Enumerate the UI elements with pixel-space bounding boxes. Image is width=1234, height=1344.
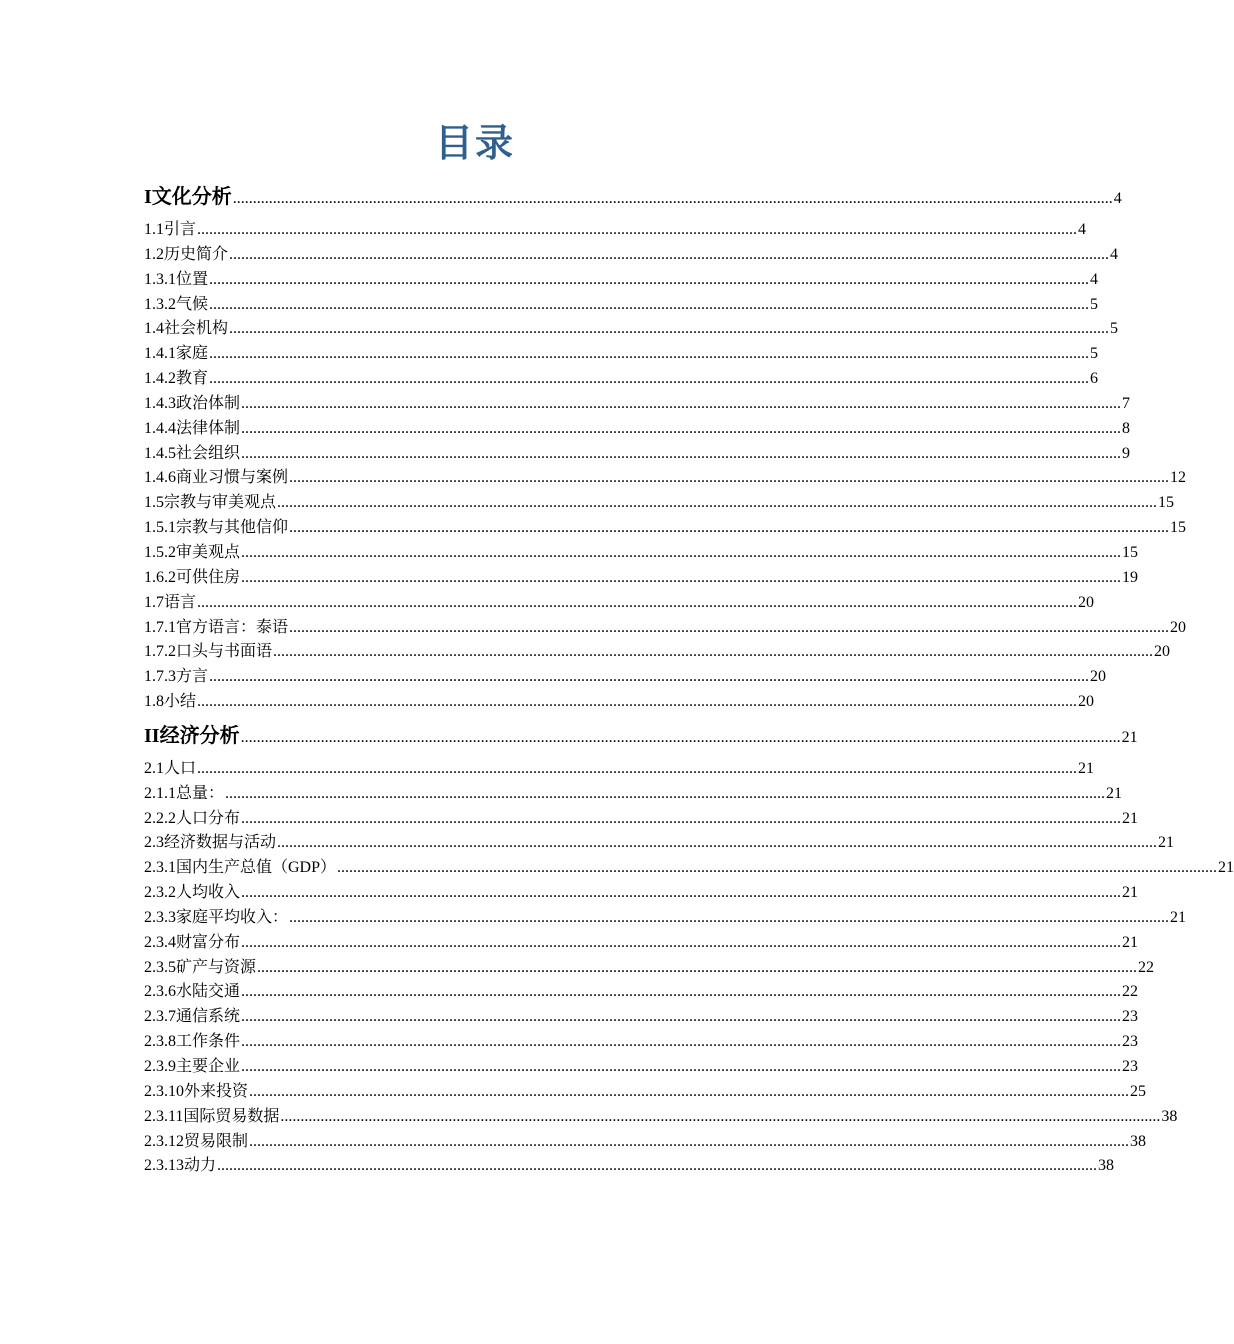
dot-leader: ............................................................................................................................................................................................................................: [225, 784, 1106, 802]
entry-number: 1.8: [144, 693, 164, 711]
entry-page-number: 21: [1078, 759, 1095, 777]
entry-page-number: 20: [1170, 618, 1187, 636]
entry-label: 方言: [176, 668, 209, 686]
entry-label: 可供住房: [176, 568, 241, 586]
entry-label: 家庭: [176, 345, 209, 363]
toc-entry[interactable]: [144, 218, 1087, 243]
toc-entry[interactable]: [144, 367, 1099, 392]
entry-page-number: 9: [1122, 444, 1131, 462]
toc-entry[interactable]: [144, 392, 1131, 417]
entry-page-number: 21: [1122, 809, 1139, 827]
toc-section-heading[interactable]: [144, 721, 1138, 751]
dot-leader: ............................................................................................................................................................................................................................: [229, 320, 1110, 338]
entry-number: 1.7: [144, 593, 164, 611]
dot-leader: ............................................................................................................................................................................................................................: [241, 983, 1122, 1001]
entry-number: 1.4.1: [144, 345, 176, 363]
toc-entry[interactable]: [144, 1154, 1115, 1179]
entry-page-number: 4: [1078, 221, 1087, 238]
section-number: II: [144, 724, 160, 747]
toc-entry[interactable]: [144, 616, 1187, 641]
dot-leader: ............................................................................................................................................................................................................................: [241, 419, 1122, 437]
toc-entry[interactable]: [144, 466, 1187, 491]
entry-label: 官方语言：泰语: [176, 618, 289, 636]
toc-entry[interactable]: [144, 1080, 1147, 1105]
toc-entry[interactable]: [144, 807, 1139, 832]
entry-number: 1.7.1: [144, 618, 176, 636]
entry-page-number: 20: [1078, 693, 1095, 711]
entry-label: 商业习惯与案例: [176, 469, 289, 487]
toc-entry[interactable]: [144, 782, 1123, 807]
entry-number: 2.3: [144, 834, 164, 852]
dot-leader: ............................................................................................................................................................................................................................: [289, 469, 1170, 487]
section-page-number: 4: [1113, 190, 1122, 207]
toc-entry[interactable]: [144, 831, 1175, 856]
entry-number: 2.3.9: [144, 1058, 176, 1075]
entry-label: 财富分布: [176, 933, 241, 951]
toc-entry[interactable]: [144, 906, 1187, 931]
dot-leader: ............................................................................................................................................................................................................................: [241, 933, 1122, 951]
entry-page-number: 15: [1170, 519, 1187, 537]
entry-label: 经济数据与活动: [164, 834, 277, 852]
dot-leader: ............................................................................................................................................................................................................................: [197, 693, 1078, 711]
dot-leader: ............................................................................................................................................................................................................................: [337, 859, 1218, 877]
entry-page-number: 5: [1090, 295, 1099, 313]
toc-entry[interactable]: [144, 690, 1095, 715]
toc-entry[interactable]: [144, 757, 1095, 782]
entry-page-number: 23: [1122, 1058, 1139, 1075]
entry-number: 1.5.1: [144, 519, 176, 537]
entry-number: 2.1.1: [144, 784, 176, 802]
toc-entry[interactable]: [144, 268, 1099, 293]
entry-label: 引言: [164, 221, 197, 238]
dot-leader: ............................................................................................................................................................................................................................: [280, 1107, 1161, 1125]
entry-label: 工作条件: [176, 1033, 241, 1051]
toc-entry[interactable]: [144, 931, 1139, 956]
entry-number: 1.3.1: [144, 270, 176, 288]
toc-entry[interactable]: [144, 293, 1099, 318]
toc-entry[interactable]: [144, 956, 1155, 981]
entry-page-number: 19: [1122, 568, 1139, 586]
section-label: 经济分析: [159, 724, 240, 747]
entry-number: 2.3.7: [144, 1008, 176, 1026]
toc-entry[interactable]: [144, 541, 1139, 566]
entry-page-number: 7: [1122, 394, 1131, 412]
dot-leader: ............................................................................................................................................................................................................................: [289, 519, 1170, 537]
entry-page-number: 38: [1098, 1157, 1115, 1175]
dot-leader: ............................................................................................................................................................................................................................: [277, 494, 1158, 512]
entry-page-number: 20: [1090, 668, 1107, 686]
entry-label: 贸易限制: [184, 1132, 249, 1150]
section-page-number: 21: [1121, 728, 1138, 746]
dot-leader: ............................................................................................................................................................................................................................: [232, 190, 1113, 207]
dot-leader: ............................................................................................................................................................................................................................: [241, 1033, 1122, 1051]
entry-number: 1.4: [144, 320, 164, 338]
toc-entry[interactable]: [144, 1055, 1139, 1080]
entry-page-number: 21: [1122, 884, 1139, 902]
toc-entry[interactable]: [144, 1030, 1139, 1055]
dot-leader: ............................................................................................................................................................................................................................: [209, 295, 1090, 313]
entry-page-number: 25: [1130, 1082, 1147, 1100]
dot-leader: ............................................................................................................................................................................................................................: [241, 568, 1122, 586]
entry-number: 2.3.8: [144, 1033, 176, 1051]
toc-entry[interactable]: [144, 417, 1131, 442]
entry-label: 教育: [176, 370, 209, 388]
entry-number: 2.3.10: [144, 1082, 184, 1100]
entry-number: 1.4.2: [144, 370, 176, 388]
entry-number: 2.3.12: [144, 1132, 184, 1150]
entry-label: 矿产与资源: [176, 958, 257, 976]
entry-page-number: 8: [1122, 419, 1131, 437]
entry-number: 1.7.2: [144, 643, 176, 661]
entry-number: 2.3.1: [144, 859, 176, 877]
entry-label: 政治体制: [176, 394, 241, 412]
toc-entry[interactable]: [144, 317, 1119, 342]
toc-section-heading[interactable]: [144, 182, 1122, 212]
entry-number: 1.5: [144, 494, 164, 512]
entry-page-number: 23: [1122, 1033, 1139, 1051]
toc-entry[interactable]: [144, 640, 1171, 665]
toc-entry-group: [144, 218, 1187, 715]
toc-entry-group: [144, 757, 1234, 1179]
dot-leader: ............................................................................................................................................................................................................................: [217, 1157, 1098, 1175]
entry-label: 国内生产总值（GDP）: [176, 859, 337, 877]
entry-label: 外来投资: [184, 1082, 249, 1100]
entry-number: 2.3.2: [144, 884, 176, 902]
entry-page-number: 5: [1090, 345, 1099, 363]
entry-page-number: 38: [1161, 1107, 1178, 1125]
dot-leader: ............................................................................................................................................................................................................................: [289, 908, 1170, 926]
entry-label: 人口分布: [176, 809, 241, 827]
entry-page-number: 23: [1122, 1008, 1139, 1026]
entry-page-number: 22: [1138, 958, 1155, 976]
dot-leader: ............................................................................................................................................................................................................................: [209, 370, 1090, 388]
entry-page-number: 38: [1130, 1132, 1147, 1150]
entry-label: 位置: [176, 270, 209, 288]
dot-leader: ............................................................................................................................................................................................................................: [241, 444, 1122, 462]
entry-page-number: 21: [1218, 859, 1234, 877]
toc-entry[interactable]: [144, 591, 1095, 616]
entry-number: 1.6.2: [144, 568, 176, 586]
dot-leader: ............................................................................................................................................................................................................................: [241, 1058, 1122, 1075]
toc-entry[interactable]: [144, 881, 1139, 906]
entry-number: 2.2.2: [144, 809, 176, 827]
entry-page-number: 4: [1110, 245, 1119, 263]
entry-label: 口头与书面语: [176, 643, 273, 661]
toc-entry[interactable]: [144, 665, 1107, 690]
dot-leader: ............................................................................................................................................................................................................................: [197, 759, 1078, 777]
entry-page-number: 5: [1110, 320, 1119, 338]
entry-label: 总量：: [176, 784, 225, 802]
toc-list: [144, 182, 1234, 1179]
dot-leader: ............................................................................................................................................................................................................................: [240, 728, 1121, 746]
toc-entry[interactable]: [144, 442, 1131, 467]
toc-entry[interactable]: [144, 1005, 1139, 1030]
entry-label: 家庭平均收入：: [176, 908, 289, 926]
entry-page-number: 21: [1122, 933, 1139, 951]
entry-label: 审美观点: [176, 543, 241, 561]
entry-number: 1.4.3: [144, 394, 176, 412]
toc-entry[interactable]: [144, 980, 1139, 1005]
entry-label: 水陆交通: [176, 983, 241, 1001]
dot-leader: ............................................................................................................................................................................................................................: [209, 345, 1090, 363]
dot-leader: ............................................................................................................................................................................................................................: [241, 809, 1122, 827]
dot-leader: ............................................................................................................................................................................................................................: [229, 245, 1110, 263]
entry-label: 人均收入: [176, 884, 241, 902]
entry-label: 法律体制: [176, 419, 241, 437]
entry-label: 主要企业: [176, 1058, 241, 1075]
entry-page-number: 21: [1158, 834, 1175, 852]
dot-leader: ............................................................................................................................................................................................................................: [197, 593, 1078, 611]
entry-page-number: 12: [1170, 469, 1187, 487]
toc-entry[interactable]: [144, 566, 1139, 591]
toc-entry[interactable]: [144, 1105, 1178, 1130]
dot-leader: ............................................................................................................................................................................................................................: [241, 394, 1122, 412]
entry-number: 2.3.4: [144, 933, 176, 951]
entry-page-number: 21: [1170, 908, 1187, 926]
entry-label: 宗教与其他信仰: [176, 519, 289, 537]
dot-leader: ............................................................................................................................................................................................................................: [289, 618, 1170, 636]
dot-leader: ............................................................................................................................................................................................................................: [241, 543, 1122, 561]
entry-number: 1.4.4: [144, 419, 176, 437]
entry-label: 社会机构: [164, 320, 229, 338]
entry-label: 社会组织: [176, 444, 241, 462]
dot-leader: ............................................................................................................................................................................................................................: [277, 834, 1158, 852]
toc-title: 目录: [434, 120, 515, 165]
entry-label: 人口: [164, 759, 197, 777]
entry-page-number: 4: [1090, 270, 1099, 288]
dot-leader: ............................................................................................................................................................................................................................: [209, 668, 1090, 686]
dot-leader: ............................................................................................................................................................................................................................: [209, 270, 1090, 288]
entry-number: 2.3.6: [144, 983, 176, 1001]
entry-number: 2.1: [144, 759, 164, 777]
entry-page-number: 15: [1122, 543, 1139, 561]
entry-label: 通信系统: [176, 1008, 241, 1026]
entry-page-number: 15: [1158, 494, 1175, 512]
entry-number: 1.1: [144, 221, 164, 238]
entry-label: 动力: [184, 1157, 217, 1175]
entry-page-number: 20: [1078, 593, 1095, 611]
entry-label: 语言: [164, 593, 197, 611]
entry-label: 气候: [176, 295, 209, 313]
entry-label: 历史简介: [164, 245, 229, 263]
entry-label: 宗教与审美观点: [164, 494, 277, 512]
entry-page-number: 20: [1154, 643, 1171, 661]
section-number: I: [144, 186, 152, 208]
entry-page-number: 6: [1090, 370, 1099, 388]
dot-leader: ............................................................................................................................................................................................................................: [249, 1082, 1130, 1100]
entry-number: 2.3.3: [144, 908, 176, 926]
toc-entry[interactable]: [144, 491, 1175, 516]
entry-number: 1.2: [144, 245, 164, 263]
entry-number: 2.3.13: [144, 1157, 184, 1175]
toc-entry[interactable]: [144, 1130, 1147, 1155]
toc-entry[interactable]: [144, 342, 1099, 367]
entry-number: 1.3.2: [144, 295, 176, 313]
dot-leader: ............................................................................................................................................................................................................................: [273, 643, 1154, 661]
toc-entry[interactable]: [144, 516, 1187, 541]
dot-leader: ............................................................................................................................................................................................................................: [249, 1132, 1130, 1150]
dot-leader: ............................................................................................................................................................................................................................: [197, 221, 1078, 238]
dot-leader: ............................................................................................................................................................................................................................: [257, 958, 1138, 976]
entry-page-number: 21: [1106, 784, 1123, 802]
entry-number: 1.4.5: [144, 444, 176, 462]
entry-number: 1.5.2: [144, 543, 176, 561]
toc-entry[interactable]: [144, 856, 1234, 881]
entry-page-number: 22: [1122, 983, 1139, 1001]
entry-label: 小结: [164, 693, 197, 711]
entry-number: 1.4.6: [144, 469, 176, 487]
section-label: 文化分析: [151, 186, 232, 208]
entry-number: 1.7.3: [144, 668, 176, 686]
dot-leader: ............................................................................................................................................................................................................................: [241, 1008, 1122, 1026]
toc-entry[interactable]: [144, 243, 1119, 268]
dot-leader: ............................................................................................................................................................................................................................: [241, 884, 1122, 902]
entry-number: 2.3.5: [144, 958, 176, 976]
entry-number: 2.3.11: [144, 1107, 184, 1125]
entry-label: 国际贸易数据: [183, 1107, 280, 1125]
